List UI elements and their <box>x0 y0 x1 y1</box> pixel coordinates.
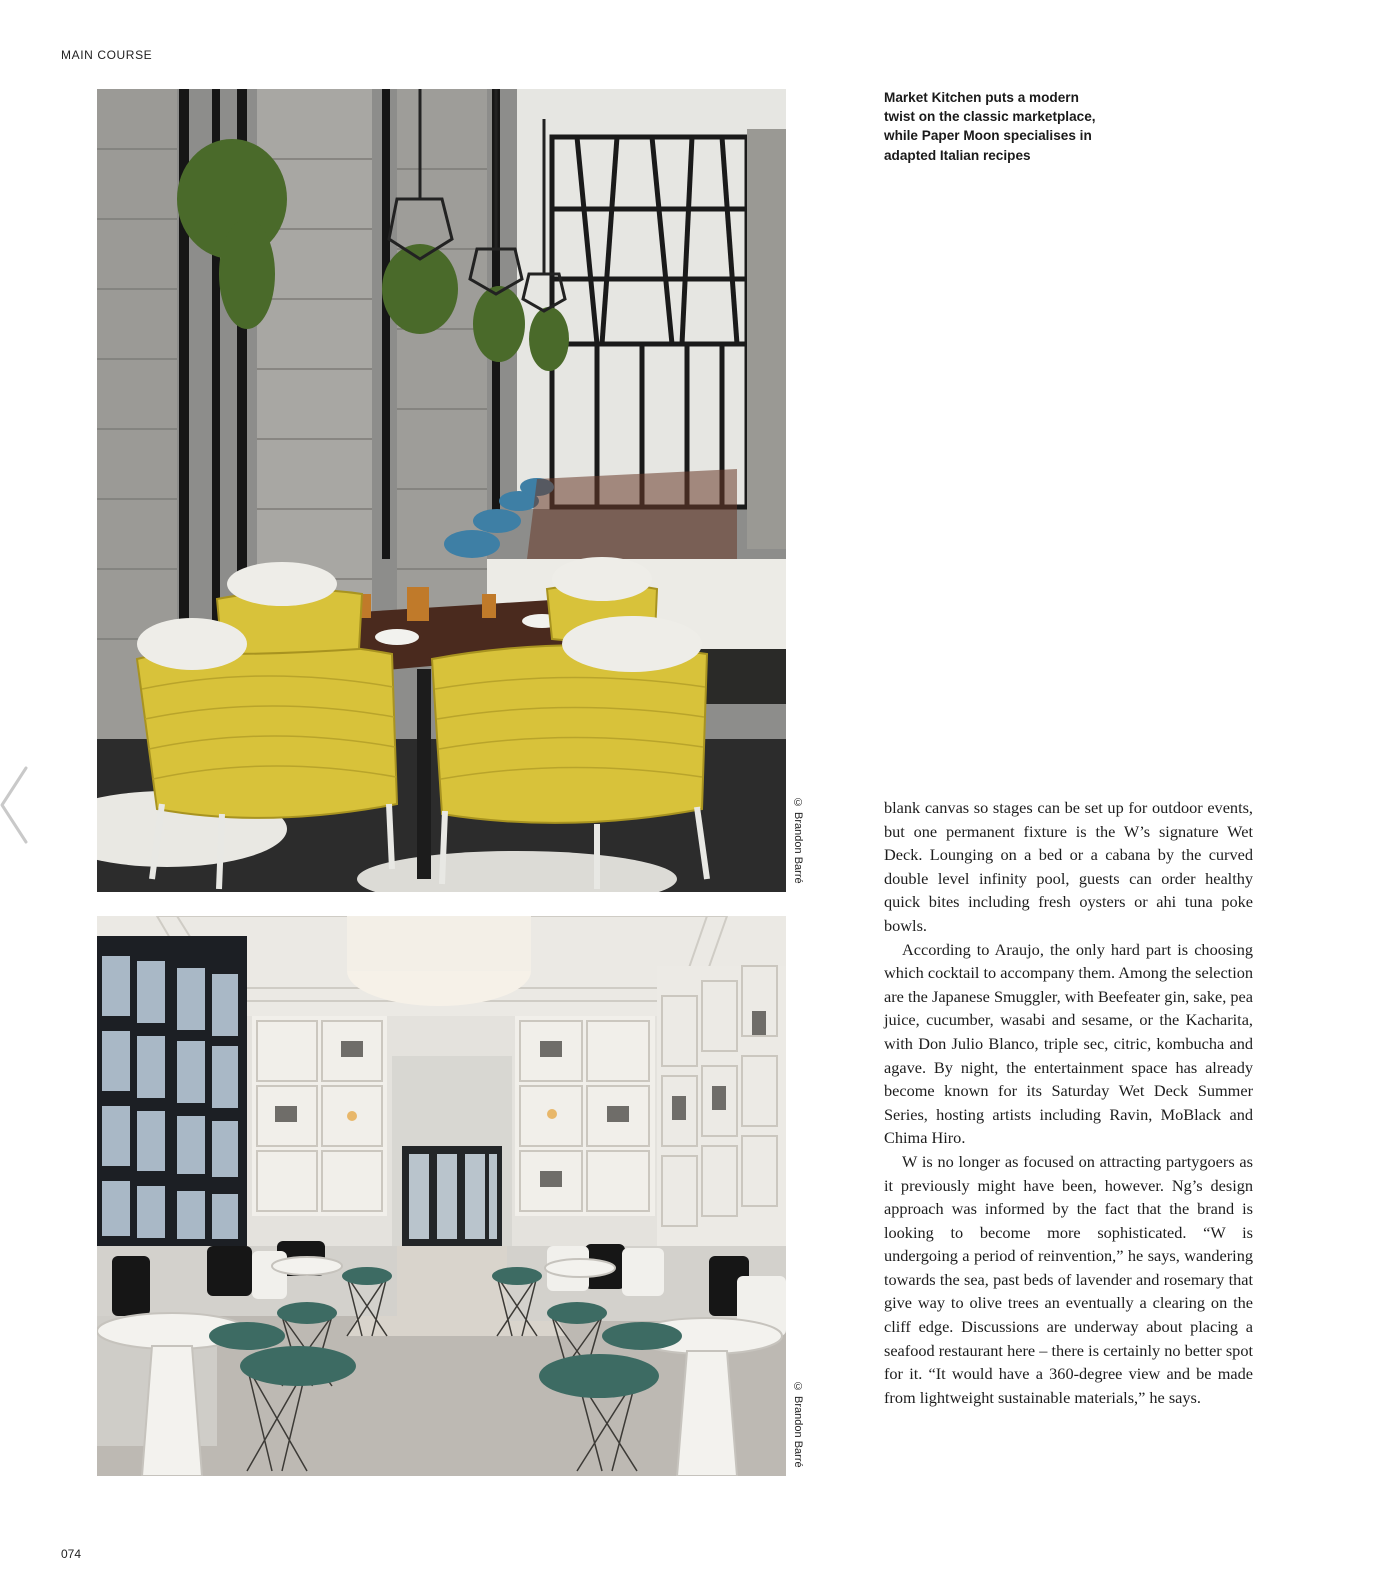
article-body <box>884 796 1253 1409</box>
market-kitchen-photo <box>97 89 786 892</box>
article-paragraph: W is no longer as focused on attracting partygoers as it previously might have been, however. Ng’s design approach was informed by the fact that the brand is looking to become more sophisticated. “W is undergoing a period of reinvention,” he says, wandering towards the sea, past beds of lavender and rosemary that give way to olive trees an eventually a clearing on the cliff edge. Discussions are underway about placing a seafood restaurant here – there is certainly no better spot for it. “It would have a 360-degree view and be made from lightweight sustainable materials,” he says. <box>884 1151 1253 1407</box>
section-label: MAIN COURSE <box>61 48 153 62</box>
photo-caption: Market Kitchen puts a modern twist on the classic marketplace, while Paper Moon specialises in adapted Italian recipes <box>884 90 1096 163</box>
article-paragraph: blank canvas so stages can be set up for outdoor events, but one permanent fixture is the W’s signature Wet Deck. Lounging on a bed or a cabana by the curved double level infinity pool, guests can order healthy quick bites including fresh oysters or ahi tuna poke bowls. <box>884 798 1253 935</box>
paper-moon-photo <box>97 916 786 1476</box>
page-number: 074 <box>61 1547 82 1561</box>
photo-credit: © Brandon Barré <box>792 797 804 884</box>
photo-credit: © Brandon Barré <box>792 1381 804 1468</box>
previous-page-arrow-icon[interactable] <box>0 760 36 850</box>
article-paragraph: According to Araujo, the only hard part is choosing which cocktail to accompany them. Among the selection are the Japanese Smuggler, with Beefeater gin, sake, pea juice, cucumber, wasabi and sesame, or the Kacharita, with Don Julio Blanco, triple sec, citric, kombucha and agave. By night, the entertainment space has already become known for its Saturday Wet Deck Summer Series, hosting artists including Ravin, MoBlack and Chima Hiro. <box>884 939 1253 1148</box>
